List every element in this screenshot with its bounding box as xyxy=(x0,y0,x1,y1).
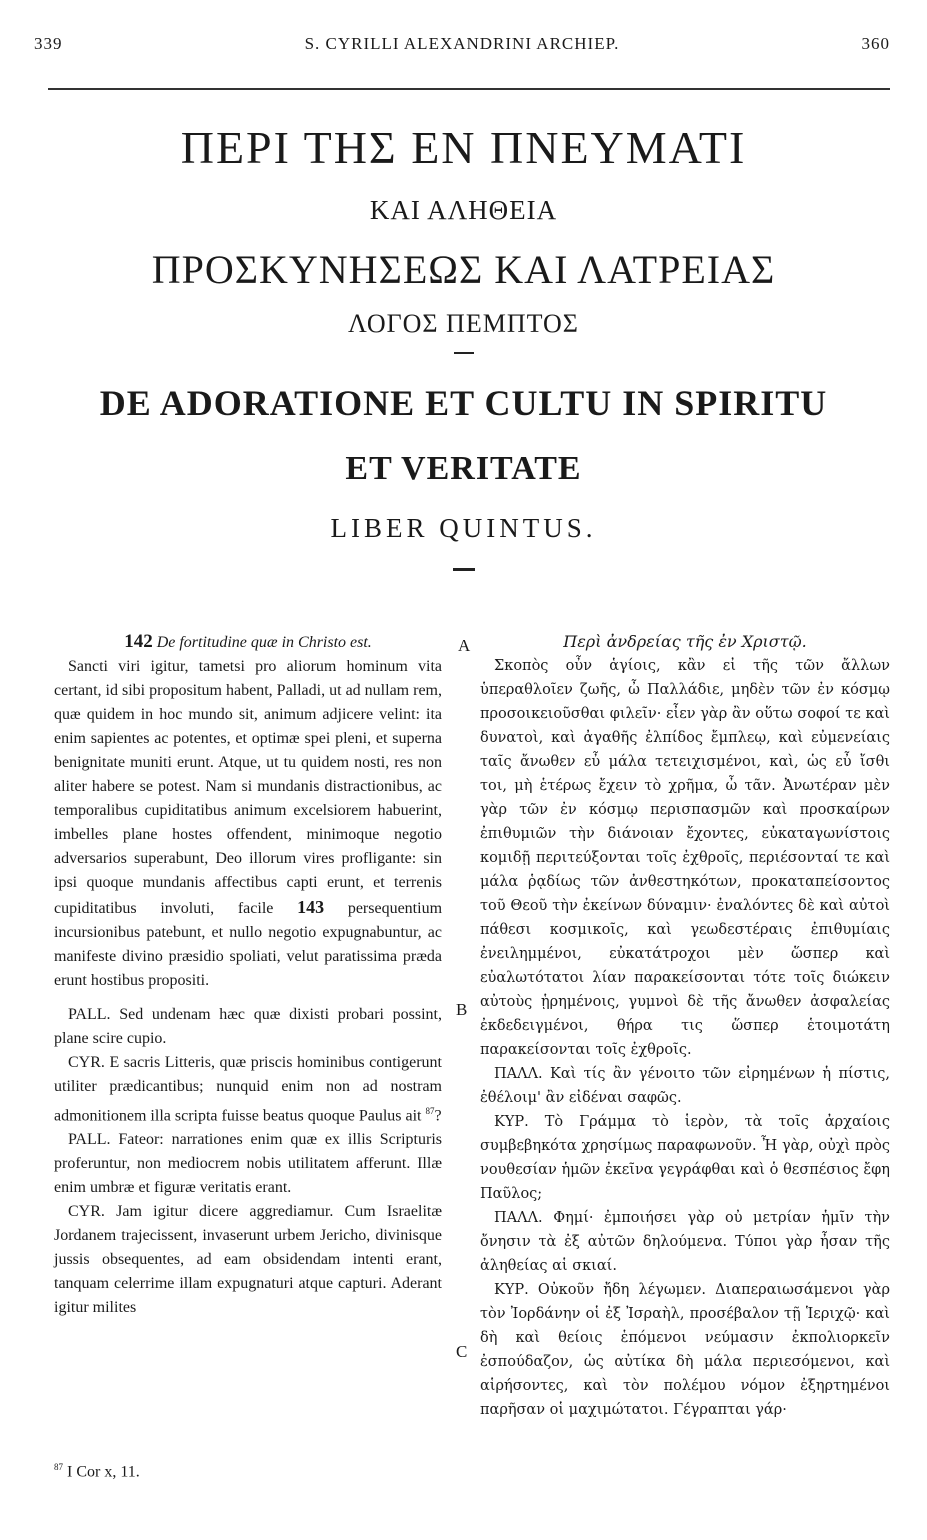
latin-p5-text: CYR. Jam igitur dicere aggrediamur. Cum Israelitæ Jordanem trajecissent, invaserunt urbem Jericho, divinisque jussis obsequentes, ad eam obsidendam intenti erant, tanquam celerrime illam expugnaturi atque capturi. Aderant igitur milites xyxy=(54,1203,442,1317)
greek-title-line3: ΠΡΟΣΚΥΝΗΣΕΩΣ ΚΑΙ ΛΑΤΡΕΙΑΣ xyxy=(151,247,776,292)
footnote-number: 87 xyxy=(54,1462,63,1472)
latin-paragraph-1 xyxy=(54,655,442,993)
latin-section-heading xyxy=(54,630,442,655)
latin-p1-part2: persequentium incursionibus patebunt, et nullo negotio expugnabuntur, ac manifeste divino præsidio spoliati, velut paratissima præda erunt hostibus propositi. xyxy=(54,900,443,989)
greek-section-heading: Περὶ ἀνδρείας τῆς ἐν Χριστῷ. xyxy=(563,632,807,651)
title-dash xyxy=(454,352,474,354)
greek-p4-text: ΠΑΛΛ. Φημί· ἐμποιήσει γὰρ οὐ μετρίαν ἡμῖν τὴν ὄνησιν τὰ ἐξ αὐτῶν δηλούμενα. Τύποι γὰρ ἦσαν τῆς ἀληθείας αἱ σκιαί. xyxy=(480,1210,890,1274)
latin-heading-text: De fortitudine quæ in Christo est. xyxy=(156,634,372,651)
running-title: S. CYRILLI ALEXANDRINI ARCHIEP. xyxy=(304,34,620,53)
margin-marker-a: A xyxy=(458,636,471,655)
greek-paragraph-5 xyxy=(480,1278,890,1422)
greek-title-line2: ΚΑΙ ΑΛΗΘΕΙΑ xyxy=(369,195,558,225)
title-block xyxy=(0,118,927,571)
latin-paragraph-5 xyxy=(54,1200,442,1320)
greek-p2-text: ΠΑΛΛ. Καὶ τίς ἂν γένοιτο τῶν εἰρημένων ἡ πίστις, ἐθέλοιμ' ἂν εἰδέναι σαφῶς. xyxy=(480,1066,890,1106)
greek-paragraph-2 xyxy=(480,1062,890,1110)
greek-paragraph-4 xyxy=(480,1206,890,1278)
title-dash-2 xyxy=(453,568,475,571)
latin-title-line3: LIBER QUINTUS. xyxy=(330,513,597,543)
column-number: 142 xyxy=(124,631,153,652)
greek-p5-text: ΚΥΡ. Οὐκοῦν ἤδη λέγωμεν. Διαπεραιωσάμενοι γὰρ τὸν Ἰορδάνην οἱ ἐξ Ἰσραὴλ, προσέβαλον τῇ Ἱεριχῷ· καὶ δὴ καὶ θείοις ἑπόμενοι νεύμασιν ἐκπολιορκεῖν ἐσπούδαζον, ὡς αὐτίκα δὴ μάλα περιεσόμενοι, καὶ αἱρήσοντες, καὶ τὸν πολέμου νόμον ἐξηρτημένοι παρῆσαν οἱ μαχιμώτατοι. Γέγραπται γάρ· xyxy=(480,1282,890,1418)
footnote-text: I Cor x, 11. xyxy=(67,1463,140,1481)
greek-title-line4: ΛΟΓΟΣ ΠΕΜΠΤΟΣ xyxy=(348,309,579,338)
latin-title-line1: DE ADORATIONE ET CULTU IN SPIRITU xyxy=(99,383,828,423)
footnote-ref: 87 xyxy=(425,1106,435,1116)
greek-p1-text: Σκοπὸς οὖν ἁγίοις, κἂν εἰ τῆς τῶν ἄλλων ὑπεραθλοῖεν ζωῆς, ὦ Παλλάδιε, μηδὲν τῶν ἐν κόσμῳ προσοικειοῦσθαι φιλεῖν· εἶεν γὰρ ἂν οὕτω σοφοί τε καὶ δυνατοὶ, καὶ ἀγαθῆς ἐλπίδος ἔμπλεῳ, καὶ εὐμενείαις ταῖς ἄνωθεν εὖ μάλα τετειχισμένοι, καὶ, ὡς εὖ ἴσθι τοι, μὴ ἑτέρως ἔχειν τὸ χρῆμα, ὦ τᾶν. Ἀνωτέραν μὲν γὰρ τῶν ἐν κόσμῳ περισπασμῶν καὶ προσκαίρων ἐπιθυμιῶν τὴν διάνοιαν ἔχοντες, εὐκαταγωνίστοις κομιδῇ περιτεύξονται τοῖς ἐχθροῖς, περιέσονταί τε καὶ μάλα ῥᾳδίως τῶν ἀνθεστηκότων, προκαταπείσοντος τοῦ Θεοῦ τὴν ἐκείνων δύναμιν· ἐναλόντες δὲ καὶ αὐτοὶ πάθεσι κοσμικοῖς, καὶ γεωδεστέραις ἐπιθυμίαις ἐνειλημμένοι, εὐκατάτροχοι μὲν ὥσπερ καὶ εὐαλωτότατοι λίαν παρακείσονται τότε τοῖς διώκειν αὐτοὺς ᾑρημένοις, γυμνοὶ δὲ τῆς ἄνωθεν ἀσφαλείας ἐκδεδειγμένοι, θήρα τις ὥσπερ ἑτοιμοτάτη παρακείσονται τοῖς ἐχθροῖς. xyxy=(480,658,890,1058)
greek-paragraph-1 xyxy=(480,654,890,1062)
running-header xyxy=(34,34,890,64)
greek-paragraph-3 xyxy=(480,1110,890,1206)
page-number-left: 339 xyxy=(34,34,63,53)
latin-paragraph-3 xyxy=(54,1051,442,1128)
latin-p4-text: PALL. Fateor: narrationes enim quæ ex illis Scripturis proferuntur, non mediocrem nobis utilitatem afferunt. Illæ enim umbræ et figuræ veritatis erant. xyxy=(54,1131,442,1197)
inline-column-number: 143 xyxy=(297,897,325,917)
latin-paragraph-4 xyxy=(54,1128,442,1200)
greek-p3-text: ΚΥΡ. Τὸ Γράμμα τὸ ἱερὸν, τὰ τοῖς ἀρχαίοις συμβεβηκότα χρησίμως παραφωνοῦν. Ἦ γὰρ, οὐχὶ πρὸς νουθεσίαν ἡμῶν ἐκεῖνα γεγράφθαι καὶ ὁ θεσπέσιος ἔφη Παῦλος; xyxy=(480,1114,890,1202)
latin-p1-part1: Sancti viri igitur, tametsi pro aliorum hominum vita certant, id sibi propositum habent, Palladi, ut ad nullam rem, quæ quidem in hoc mundo sit, animum adjicere velint: ita enim sapientes ac potentes, et optimæ spei pleni, et superna benignitate muniti erunt. Atque, ut tu quidem nosti, res non aliter habere se potest. Nam si mundanis distractionibus, ac temporalibus cupiditatibus animum excelsiorem habuerint, imbelles plane hostes offendent, minimoque negotio adversarios superabunt, Deo illorum vires profligante: sin ipsi quoque mundanis affectibus capti erunt, et terrenis cupiditatibus involuti, facile xyxy=(54,658,442,917)
latin-p3-text: CYR. E sacris Litteris, quæ priscis hominibus contigerunt utiliter prædicantibus; nunquid enim non ad nostram admonitionem illa scripta fuisse beatus quoque Paulus ait xyxy=(54,1054,442,1125)
greek-title-line1: ΠΕΡΙ ΤΗΣ ΕΝ ΠΝΕΥΜΑΤΙ xyxy=(180,122,747,173)
margin-marker-c: C xyxy=(456,1342,468,1361)
header-rule xyxy=(48,88,890,90)
margin-marker-b: B xyxy=(456,1000,468,1019)
latin-p3-end: ? xyxy=(434,1107,442,1125)
latin-p2-text: PALL. Sed undenam hæc quæ dixisti probari possint, plane scire cupio. xyxy=(54,1006,442,1047)
page-number-right: 360 xyxy=(861,34,890,53)
greek-column xyxy=(480,630,890,1422)
latin-title-line2: ET VERITATE xyxy=(345,450,582,487)
latin-column xyxy=(54,630,442,1320)
latin-paragraph-2 xyxy=(54,1003,442,1051)
footnote xyxy=(54,1462,140,1481)
